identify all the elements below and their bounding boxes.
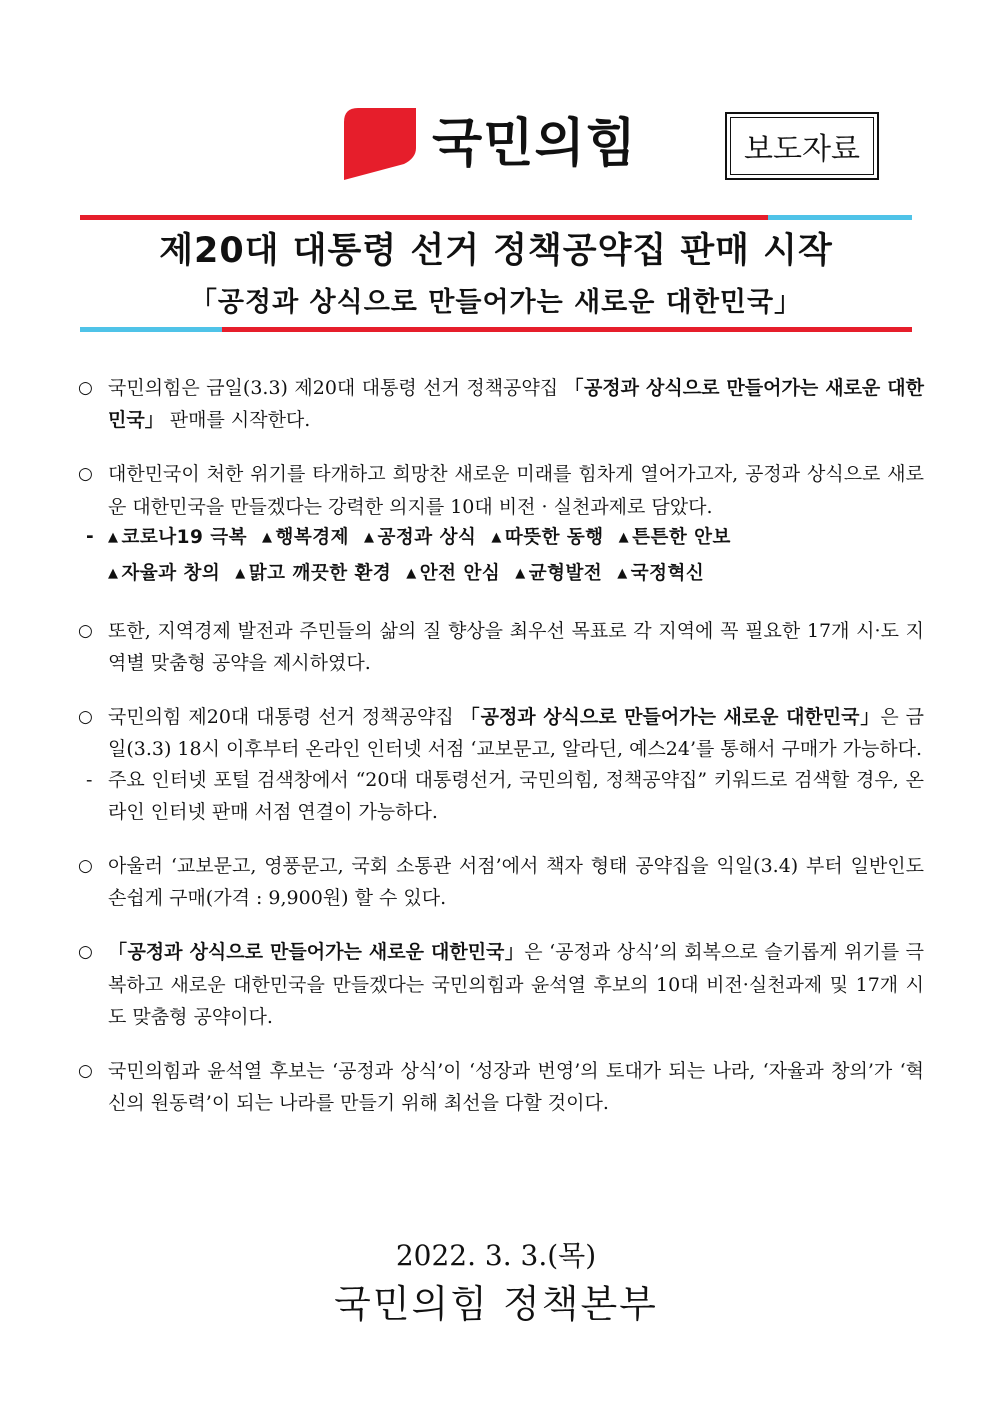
- paragraph-1: [78, 372, 924, 436]
- party-logo-icon: [344, 108, 416, 180]
- triangle-bullet-icon: ▲: [108, 565, 119, 581]
- dash-bullet: -: [86, 525, 95, 547]
- party-logo-text: 국민의힘: [432, 114, 637, 174]
- paragraph-4-tail: 은 금일(3.3) 18시 이후부터 온라인 인터넷 서점 ‘교보문고, 알라딘, 예스24’를 통해서 구매가 가능하다.: [108, 706, 925, 761]
- paragraph-5: [78, 850, 924, 914]
- circle-bullet-icon: ○: [78, 707, 93, 728]
- vision-keyword: [515, 563, 602, 584]
- vision-keyword-label: 균형발전: [528, 562, 603, 584]
- vision-keyword: [491, 527, 603, 548]
- paragraph-5-text: 아울러 ‘교보문고, 영풍문고, 국회 소통관 서점’에서 책자 형태 공약집을 익일(3.4) 부터 일반인도 손쉽게 구매(가격 : 9,900원) 할 수 있다.: [108, 855, 924, 910]
- top-bar-red: [80, 215, 768, 220]
- triangle-bullet-icon: ▲: [617, 565, 628, 581]
- dash-bullet: -: [86, 768, 93, 791]
- vision-keyword-label: 공정과 상식: [377, 526, 477, 548]
- vision-keywords: [78, 521, 924, 593]
- triangle-bullet-icon: ▲: [618, 529, 630, 545]
- bottom-bar-red: [222, 327, 912, 332]
- triangle-bullet-icon: ▲: [262, 529, 273, 545]
- press-release-label-box: [725, 112, 879, 180]
- paragraph-4-book-title: 「공정과 상식으로 만들어가는 새로운 대한민국」: [460, 706, 881, 729]
- circle-bullet-icon: ○: [78, 464, 93, 485]
- triangle-bullet-icon: ▲: [406, 565, 417, 581]
- triangle-bullet-icon: ▲: [491, 529, 502, 545]
- vision-keyword-label: 따뜻한 동행: [504, 526, 604, 548]
- triangle-bullet-icon: ▲: [364, 529, 375, 545]
- body: [78, 372, 924, 1141]
- vision-keyword: [262, 527, 349, 548]
- paragraph-4: [78, 701, 924, 765]
- press-release-label: 보도자료: [730, 117, 874, 175]
- vision-keyword: [364, 527, 476, 548]
- circle-bullet-icon: ○: [78, 620, 93, 641]
- paragraph-1-book-title: 「공정과 상식으로 만들어가는 새로운 대한민국」: [108, 377, 924, 432]
- paragraph-3-text: 또한, 지역경제 발전과 주민들의 삶의 질 향상을 최우선 목표로 각 지역에 꼭 필요한 17개 시·도 지역별 맞춤형 공약을 제시하였다.: [108, 619, 924, 675]
- circle-bullet-icon: ○: [78, 1061, 93, 1082]
- vision-keyword: [619, 527, 731, 548]
- subheadline: 「공정과 상식으로 만들어가는 새로운 대한민국」: [189, 287, 803, 318]
- bottom-bar-blue: [80, 327, 222, 332]
- headline: 제20대 대통령 선거 정책공약집 판매 시작: [159, 231, 833, 271]
- vision-keyword: [108, 563, 220, 584]
- vision-keyword: [617, 563, 704, 584]
- vision-keyword-label: 코로나19 극복: [121, 526, 248, 548]
- circle-bullet-icon: ○: [78, 856, 93, 877]
- release-date: 2022. 3. 3.(목): [395, 1239, 597, 1272]
- paragraph-2-text: 대한민국이 처한 위기를 타개하고 희망찬 새로운 미래를 힘차게 열어가고자, 공정과 상식으로 새로운 대한민국을 만들겠다는 강력한 의지를 10대 비전 · 실천과제로 담았다.: [108, 463, 924, 518]
- vision-keyword: [406, 563, 500, 584]
- paragraph-4-lead: 국민의힘 제20대 대통령 선거 정책공약집: [108, 706, 461, 729]
- paragraph-6-book-title: 「공정과 상식으로 만들어가는 새로운 대한민국」: [108, 941, 525, 964]
- paragraph-6-tail: 은 ‘공정과 상식’의 회복으로 슬기롭게 위기를 극복하고 새로운 대한민국을 만들겠다는 국민의힘과 윤석열 후보의 10대 비전·실천과제 및 17개 시도 맞춤형 공약이다.: [108, 941, 925, 1028]
- paragraph-6: [78, 936, 924, 1033]
- paragraph-4-note: [78, 764, 924, 828]
- paragraph-3: [78, 615, 924, 679]
- vision-keyword-label: 튼튼한 안보: [632, 526, 731, 548]
- vision-keyword: [235, 563, 391, 584]
- triangle-bullet-icon: ▲: [235, 565, 246, 581]
- vision-keyword: [108, 527, 247, 548]
- vision-keyword-label: 행복경제: [275, 526, 350, 548]
- top-bar-blue: [768, 215, 912, 220]
- paragraph-4-note-text: 주요 인터넷 포털 검색창에서 “20대 대통령선거, 국민의힘, 정책공약집” 키워드로 검색할 경우, 온라인 인터넷 판매 서점 연결이 가능하다.: [108, 768, 924, 823]
- circle-bullet-icon: ○: [78, 378, 93, 398]
- vision-keyword-label: 자율과 창의: [121, 562, 221, 584]
- paragraph-2: [78, 458, 924, 522]
- paragraph-7-text: 국민의힘과 윤석열 후보는 ‘공정과 상식’이 ‘성장과 번영’의 토대가 되는 나라, ‘자율과 창의’가 ‘혁신의 원동력’이 되는 나라를 만들기 위해 최선을 다할 것이다.: [108, 1060, 924, 1115]
- vision-keyword-label: 안전 안심: [419, 562, 501, 584]
- issuing-organization: 국민의힘 정책본부: [334, 1282, 658, 1326]
- vision-keyword-label: 맑고 깨끗한 환경: [248, 562, 392, 584]
- paragraph-1-lead: 국민의힘은 금일(3.3) 제20대 대통령 선거 정책공약집: [108, 377, 565, 399]
- circle-bullet-icon: ○: [78, 942, 93, 963]
- paragraph-7: [78, 1055, 924, 1119]
- triangle-bullet-icon: ▲: [515, 565, 526, 581]
- paragraph-1-tail: 판매를 시작한다.: [163, 409, 311, 432]
- triangle-bullet-icon: ▲: [108, 529, 119, 545]
- vision-keyword-label: 국정혁신: [630, 562, 705, 584]
